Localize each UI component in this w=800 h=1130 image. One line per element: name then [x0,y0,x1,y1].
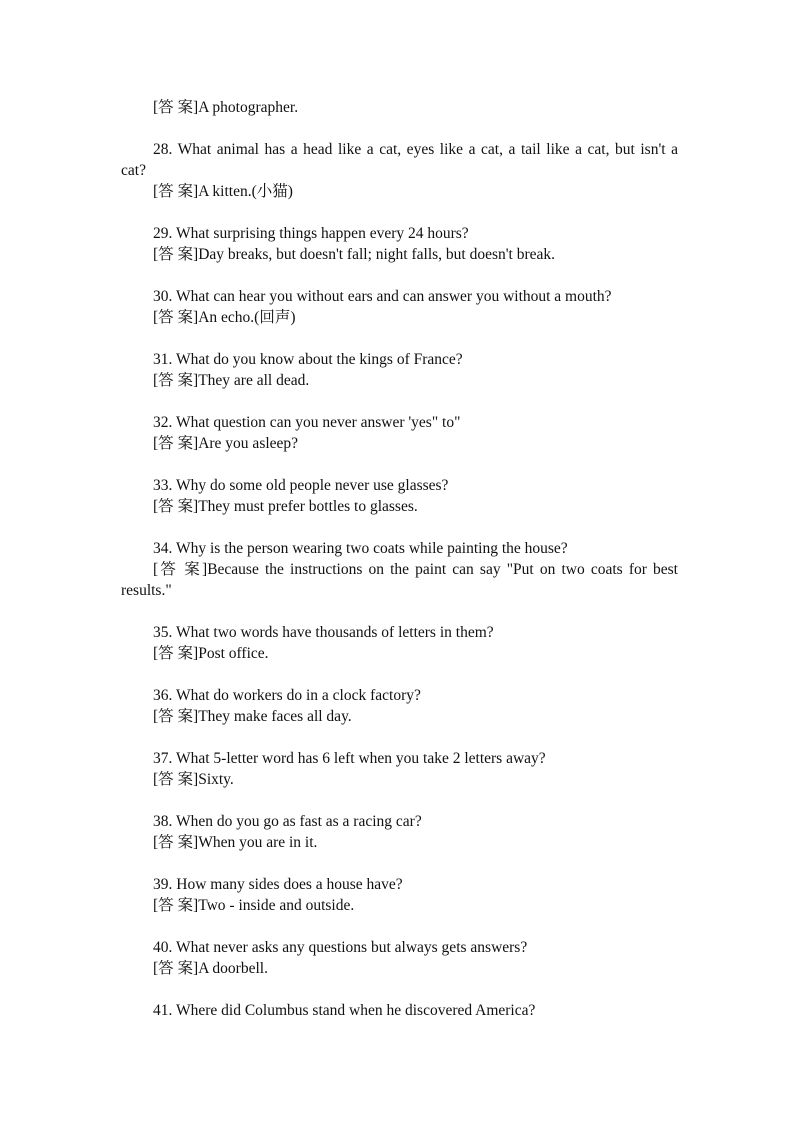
paragraph-gap [121,601,678,622]
question-line: 40. What never asks any questions but always gets answers? [153,939,528,956]
paragraph-gap [121,727,678,748]
answer-line: [答 案]Day breaks, but doesn't fall; night falls, but doesn't break. [153,246,556,263]
question-line: 31. What do you know about the kings of France? [153,351,463,368]
paragraph-gap [121,454,678,475]
paragraph-gap [121,790,678,811]
answer-line: [答 案]A photographer. [153,99,299,116]
question-line: 36. What do workers do in a clock factory? [153,687,421,704]
answer-line: [答 案]When you are in it. [153,834,318,851]
question-continuation: cat? [121,162,146,179]
paragraph-gap [121,202,678,223]
question-line: 35. What two words have thousands of letters in them? [153,624,494,641]
question-line: 41. Where did Columbus stand when he discovered America? [153,1002,536,1019]
question-line: 34. Why is the person wearing two coats while painting the house? [153,540,568,557]
answer-continuation: results." [121,582,172,599]
question-line: 32. What question can you never answer 'yes" to" [153,414,461,431]
question-line: 37. What 5-letter word has 6 left when you take 2 letters away? [153,750,546,767]
paragraph-gap [121,391,678,412]
answer-line: [答 案]They make faces all day. [153,708,352,725]
answer-line: [答 案]A kitten.(小猫) [153,183,293,200]
question-line: 33. Why do some old people never use glasses? [153,477,449,494]
answer-line: [答 案]Sixty. [153,771,234,788]
paragraph-gap [121,853,678,874]
answer-line: [答 案]Because the instructions on the paint can say "Put on two coats for best [153,561,678,578]
paragraph-gap [121,265,678,286]
paragraph-gap [121,979,678,1000]
question-line: 30. What can hear you without ears and can answer you without a mouth? [153,288,612,305]
answer-line: [答 案]An echo.(回声) [153,309,296,326]
paragraph-gap [121,916,678,937]
paragraph-gap [121,118,678,139]
question-line: 39. How many sides does a house have? [153,876,403,893]
answer-line: [答 案]Two - inside and outside. [153,897,355,914]
answer-line: [答 案]They must prefer bottles to glasses. [153,498,418,515]
answer-line: [答 案]A doorbell. [153,960,268,977]
paragraph-gap [121,328,678,349]
answer-line: [答 案]Are you asleep? [153,435,299,452]
question-line: 28. What animal has a head like a cat, eyes like a cat, a tail like a cat, but isn't a [153,141,678,158]
question-line: 38. When do you go as fast as a racing car? [153,813,422,830]
answer-line: [答 案]They are all dead. [153,372,310,389]
document-body [121,97,678,1021]
paragraph-gap [121,664,678,685]
paragraph-gap [121,517,678,538]
question-line: 29. What surprising things happen every 24 hours? [153,225,469,242]
answer-line: [答 案]Post office. [153,645,269,662]
